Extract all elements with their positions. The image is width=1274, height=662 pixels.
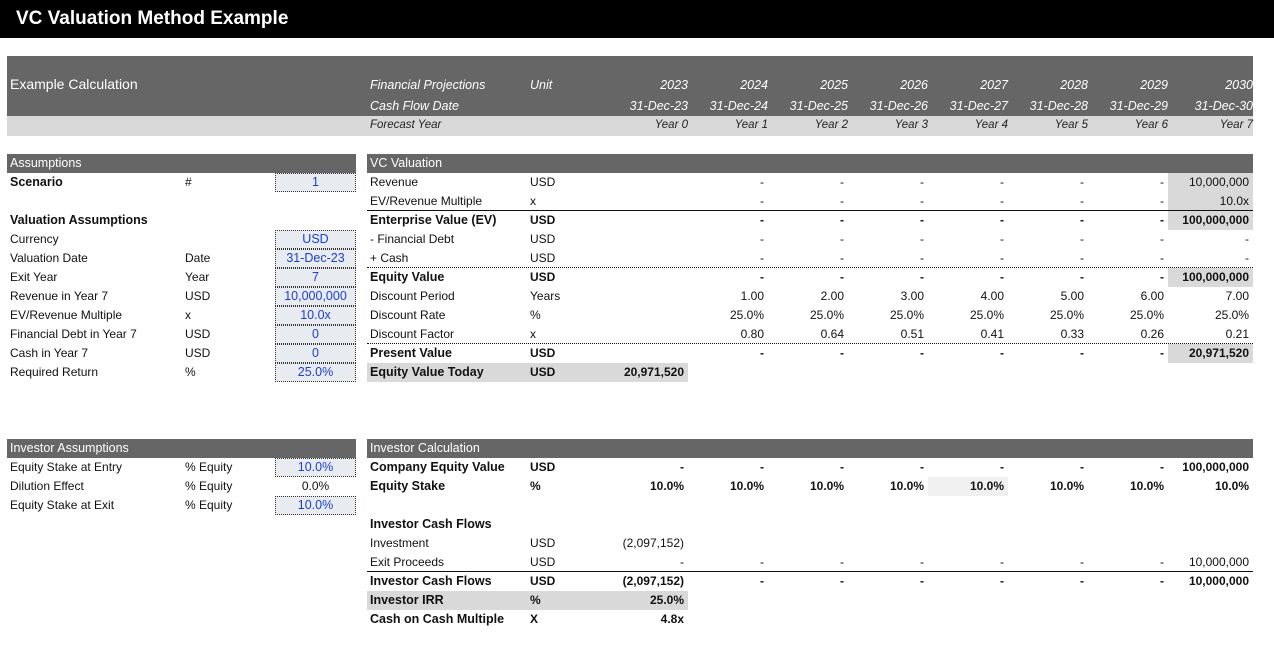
assumption-row <box>7 458 356 477</box>
year-5: 2028 <box>1060 78 1088 92</box>
calc-row <box>367 477 1253 496</box>
calc-value: 10.0% <box>729 479 764 493</box>
unit-label: Unit <box>530 78 553 92</box>
calc-unit: x <box>530 327 536 341</box>
calc-value: - <box>1080 175 1084 189</box>
assumption-label: EV/Revenue Multiple <box>10 308 123 322</box>
calc-row <box>367 325 1253 344</box>
assumption-input[interactable]: 10.0% <box>275 458 356 477</box>
calc-label: Present Value <box>370 346 452 360</box>
forecast-year-2: Year 2 <box>814 119 848 131</box>
calc-value: - <box>840 213 844 227</box>
calc-unit: USD <box>530 365 556 379</box>
calc-value: 2.00 <box>820 289 844 303</box>
calc-value: 10,000,000 <box>1188 555 1249 569</box>
calc-value: - <box>1000 251 1004 265</box>
calc-value: - <box>1000 175 1004 189</box>
calc-value: 0.21 <box>1225 327 1249 341</box>
assumption-label: Exit Year <box>10 270 58 284</box>
calc-label: Investor Cash Flows <box>370 517 492 531</box>
calc-value: - <box>760 555 764 569</box>
calc-value: - <box>1080 346 1084 360</box>
calc-value: - <box>840 574 844 588</box>
calc-value: - <box>1000 213 1004 227</box>
calc-value: 100,000,000 <box>1182 460 1249 474</box>
cash-flow-date-2: 31-Dec-25 <box>789 99 848 113</box>
assumption-row <box>7 230 356 249</box>
assumption-row <box>7 287 356 306</box>
assumption-row <box>7 477 356 496</box>
calc-value: 5.00 <box>1060 289 1084 303</box>
cash-flow-date-label: Cash Flow Date <box>370 99 459 113</box>
calc-row <box>367 610 1253 629</box>
calc-value: - <box>920 251 924 265</box>
calc-value: 0.41 <box>980 327 1004 341</box>
assumptions-header: Assumptions <box>7 154 356 173</box>
calc-row <box>367 572 1253 591</box>
page-title: VC Valuation Method Example <box>16 8 289 29</box>
assumption-label: Valuation Assumptions <box>10 213 148 227</box>
calc-label: Equity Value <box>370 270 445 284</box>
assumption-unit: % Equity <box>185 460 233 474</box>
calc-value: 25.0% <box>809 308 844 322</box>
forecast-year-5: Year 5 <box>1054 119 1088 131</box>
calc-row <box>367 306 1253 325</box>
calc-row <box>367 363 1253 382</box>
calc-value: - <box>1080 460 1084 474</box>
calc-value: - <box>760 194 764 208</box>
calc-label: Discount Period <box>370 289 455 303</box>
calc-value: - <box>1160 270 1164 284</box>
assumption-input[interactable]: 10.0% <box>275 496 356 515</box>
year-6: 2029 <box>1140 78 1168 92</box>
calc-value: 25.0% <box>1129 308 1164 322</box>
calc-value: 10.0x <box>1168 192 1253 211</box>
assumption-row <box>7 306 356 325</box>
calc-value: - <box>1080 574 1084 588</box>
calc-value: - <box>1080 213 1084 227</box>
forecast-year-4: Year 4 <box>974 119 1008 131</box>
calc-value: - <box>920 175 924 189</box>
year-7: 2030 <box>1225 78 1253 92</box>
investor-calculation-header: Investor Calculation <box>367 439 1253 458</box>
calc-value: - <box>1000 232 1004 246</box>
calc-value: 10.0% <box>1214 479 1249 493</box>
calc-unit: X <box>530 612 539 626</box>
calc-row <box>367 553 1253 572</box>
calc-value: 6.00 <box>1140 289 1164 303</box>
assumption-unit: USD <box>185 289 211 303</box>
calc-value: - <box>1160 574 1164 588</box>
calc-unit: % <box>530 479 541 493</box>
year-3: 2026 <box>900 78 928 92</box>
calc-value: - <box>1160 460 1164 474</box>
calc-value: - <box>840 555 844 569</box>
calc-value: - <box>1245 251 1249 265</box>
calc-value: 0.80 <box>740 327 764 341</box>
vc-valuation-header: VC Valuation <box>367 154 1253 173</box>
calc-value: - <box>1080 270 1084 284</box>
calc-value: - <box>1160 213 1164 227</box>
assumption-unit: x <box>185 308 191 322</box>
assumption-label: Required Return <box>10 365 99 379</box>
year-2: 2025 <box>820 78 848 92</box>
year-1: 2024 <box>740 78 768 92</box>
calc-row <box>367 534 1253 553</box>
calc-value: 0.64 <box>820 327 844 341</box>
assumption-unit: USD <box>185 327 211 341</box>
calc-value: - <box>840 232 844 246</box>
calc-value: 3.00 <box>900 289 924 303</box>
calc-value: 10,000,000 <box>1168 173 1253 192</box>
calc-value: 10.0% <box>1049 479 1084 493</box>
calc-value: 25.0% <box>649 593 684 607</box>
calc-value: - <box>840 270 844 284</box>
assumption-label: Revenue in Year 7 <box>10 289 109 303</box>
calc-label: - Financial Debt <box>370 232 455 246</box>
assumption-unit: # <box>185 175 192 189</box>
assumption-input[interactable]: 10.0x <box>275 306 356 325</box>
calc-label: Investor Cash Flows <box>370 574 492 588</box>
calc-label: Equity Value Today <box>370 365 484 379</box>
calc-value: 10.0% <box>649 479 684 493</box>
calc-value: - <box>1000 346 1004 360</box>
assumption-row <box>7 211 356 230</box>
calc-unit: USD <box>530 270 556 284</box>
assumption-label: Equity Stake at Exit <box>10 498 115 512</box>
calc-value: - <box>840 346 844 360</box>
forecast-year-7: Year 7 <box>1219 119 1253 131</box>
calc-value: - <box>920 460 924 474</box>
assumption-label: Valuation Date <box>10 251 88 265</box>
calc-row <box>367 211 1253 230</box>
calc-value: - <box>1080 194 1084 208</box>
calc-unit: USD <box>530 213 556 227</box>
assumption-input[interactable]: 0 <box>275 325 356 344</box>
calc-value: 0.33 <box>1060 327 1084 341</box>
calc-value: - <box>920 555 924 569</box>
calc-value: 100,000,000 <box>1168 211 1253 230</box>
calc-value: - <box>920 213 924 227</box>
calc-row <box>367 515 1253 534</box>
financial-projections-label: Financial Projections <box>370 78 486 92</box>
calc-unit: USD <box>530 175 556 189</box>
calc-unit: USD <box>530 251 556 265</box>
cash-flow-date-5: 31-Dec-28 <box>1029 99 1088 113</box>
forecast-year-label: Forecast Year <box>370 119 442 131</box>
calc-value: - <box>760 213 764 227</box>
assumption-unit: % <box>185 365 196 379</box>
calc-label: + Cash <box>370 251 409 265</box>
calc-value: - <box>920 232 924 246</box>
calc-value: - <box>760 251 764 265</box>
calc-value: 20,971,520 <box>1168 344 1253 363</box>
calc-label: Exit Proceeds <box>370 555 445 569</box>
title-bar <box>0 0 1274 38</box>
calc-unit: USD <box>530 555 556 569</box>
assumption-label: Equity Stake at Entry <box>10 460 123 474</box>
calc-label: Discount Rate <box>370 308 446 322</box>
calc-value: 20,971,520 <box>623 365 684 379</box>
assumption-row <box>7 496 356 515</box>
calc-unit: Years <box>530 289 561 303</box>
assumption-row <box>7 344 356 363</box>
calc-unit: USD <box>530 346 556 360</box>
calc-value: 4.00 <box>980 289 1004 303</box>
calc-value: - <box>1160 232 1164 246</box>
calc-value: - <box>680 555 684 569</box>
calc-value: - <box>1080 232 1084 246</box>
calc-label: Discount Factor <box>370 327 455 341</box>
calc-value: - <box>840 194 844 208</box>
assumption-unit: Date <box>185 251 211 265</box>
calc-value: - <box>840 175 844 189</box>
calc-value: - <box>920 194 924 208</box>
calc-value: - <box>1080 251 1084 265</box>
assumption-row <box>7 363 356 382</box>
calc-value: 25.0% <box>889 308 924 322</box>
calc-row <box>367 344 1253 363</box>
calc-value: 10.0% <box>809 479 844 493</box>
assumption-row <box>7 192 356 211</box>
section-label: Example Calculation <box>10 76 138 92</box>
assumption-row <box>7 173 356 192</box>
cash-flow-date-4: 31-Dec-27 <box>949 99 1008 113</box>
assumption-unit: % Equity <box>185 479 233 493</box>
calc-row <box>367 192 1253 211</box>
calc-value: - <box>920 574 924 588</box>
calc-value: - <box>1000 555 1004 569</box>
calc-value: - <box>680 460 684 474</box>
calc-value: - <box>1160 346 1164 360</box>
calc-value: - <box>1080 555 1084 569</box>
assumption-row <box>7 268 356 287</box>
calc-value: 10.0% <box>889 479 924 493</box>
assumption-input[interactable]: 10,000,000 <box>275 287 356 306</box>
calc-label: EV/Revenue Multiple <box>370 194 483 208</box>
calc-value: - <box>760 232 764 246</box>
cash-flow-date-1: 31-Dec-24 <box>709 99 768 113</box>
calc-value: (2,097,152) <box>622 574 684 588</box>
calc-label: Investor IRR <box>370 593 444 607</box>
assumption-row <box>7 249 356 268</box>
cash-flow-date-0: 31-Dec-23 <box>629 99 688 113</box>
calc-row <box>367 230 1253 249</box>
assumption-input[interactable]: 31-Dec-23 <box>275 249 356 268</box>
calc-value: - <box>920 270 924 284</box>
calc-value: - <box>1160 251 1164 265</box>
investor-assumptions-header: Investor Assumptions <box>7 439 356 458</box>
calc-value: (2,097,152) <box>622 536 684 550</box>
assumption-unit: USD <box>185 346 211 360</box>
calc-label: Cash on Cash Multiple <box>370 612 505 626</box>
calc-value: 10.0% <box>928 477 1008 496</box>
calc-label: Revenue <box>370 175 419 189</box>
forecast-year-6: Year 6 <box>1134 119 1168 131</box>
calc-value: - <box>1000 460 1004 474</box>
calc-row <box>367 268 1253 287</box>
calc-row <box>367 173 1253 192</box>
calc-unit: USD <box>530 232 556 246</box>
assumption-input[interactable]: USD <box>275 230 356 249</box>
calc-row <box>367 496 1253 515</box>
calc-unit: USD <box>530 536 556 550</box>
calc-value: 25.0% <box>1214 308 1249 322</box>
cash-flow-date-3: 31-Dec-26 <box>869 99 928 113</box>
calc-value: - <box>1000 194 1004 208</box>
year-0: 2023 <box>660 78 688 92</box>
calc-value: 1.00 <box>740 289 764 303</box>
calc-row <box>367 249 1253 268</box>
assumption-value: 0.0% <box>301 479 330 493</box>
calc-value: - <box>1000 270 1004 284</box>
calc-value: 4.8x <box>660 612 684 626</box>
calc-value: - <box>1160 555 1164 569</box>
calc-label: Equity Stake <box>370 479 446 493</box>
calc-row <box>367 287 1253 306</box>
calc-value: - <box>1160 175 1164 189</box>
forecast-year-1: Year 1 <box>734 119 768 131</box>
assumption-input[interactable]: 1 <box>275 173 356 192</box>
calc-label: Enterprise Value (EV) <box>370 213 497 227</box>
calc-value: 100,000,000 <box>1168 268 1253 287</box>
calc-label: Company Equity Value <box>370 460 505 474</box>
calc-value: - <box>1245 232 1249 246</box>
assumption-input[interactable]: 25.0% <box>275 363 356 382</box>
assumption-input[interactable]: 7 <box>275 268 356 287</box>
calc-value: - <box>760 270 764 284</box>
calc-unit: % <box>530 308 541 322</box>
calc-value: - <box>760 574 764 588</box>
calc-value: - <box>840 251 844 265</box>
assumption-row <box>7 325 356 344</box>
cash-flow-date-6: 31-Dec-29 <box>1109 99 1168 113</box>
assumption-label: Scenario <box>10 175 63 189</box>
calc-unit: USD <box>530 460 556 474</box>
calc-value: 10.0% <box>1129 479 1164 493</box>
year-4: 2027 <box>980 78 1008 92</box>
calc-label: Investment <box>370 536 429 550</box>
calc-value: - <box>760 460 764 474</box>
calc-value: 25.0% <box>1049 308 1084 322</box>
cash-flow-date-7: 31-Dec-30 <box>1194 99 1253 113</box>
calc-value: 0.26 <box>1140 327 1164 341</box>
assumption-input[interactable]: 0 <box>275 344 356 363</box>
assumption-label: Financial Debt in Year 7 <box>10 327 137 341</box>
forecast-year-0: Year 0 <box>654 119 688 131</box>
calc-value: - <box>760 346 764 360</box>
calc-value: - <box>920 346 924 360</box>
assumption-label: Cash in Year 7 <box>10 346 89 360</box>
calc-value: 10,000,000 <box>1188 574 1249 588</box>
calc-value: 25.0% <box>729 308 764 322</box>
calc-value: - <box>760 175 764 189</box>
assumption-unit: % Equity <box>185 498 233 512</box>
calc-value: 0.51 <box>900 327 924 341</box>
calc-unit: USD <box>530 574 556 588</box>
assumption-label: Dilution Effect <box>10 479 84 493</box>
assumption-unit: Year <box>185 270 210 284</box>
calc-row <box>367 458 1253 477</box>
assumption-label: Currency <box>10 232 59 246</box>
forecast-year-3: Year 3 <box>894 119 928 131</box>
calc-unit: % <box>530 593 541 607</box>
calc-unit: x <box>530 194 536 208</box>
calc-value: - <box>1160 194 1164 208</box>
calc-value: - <box>1000 574 1004 588</box>
calc-value: 25.0% <box>969 308 1004 322</box>
calc-row <box>367 591 1253 610</box>
calc-value: - <box>840 460 844 474</box>
calc-value: 7.00 <box>1225 289 1249 303</box>
